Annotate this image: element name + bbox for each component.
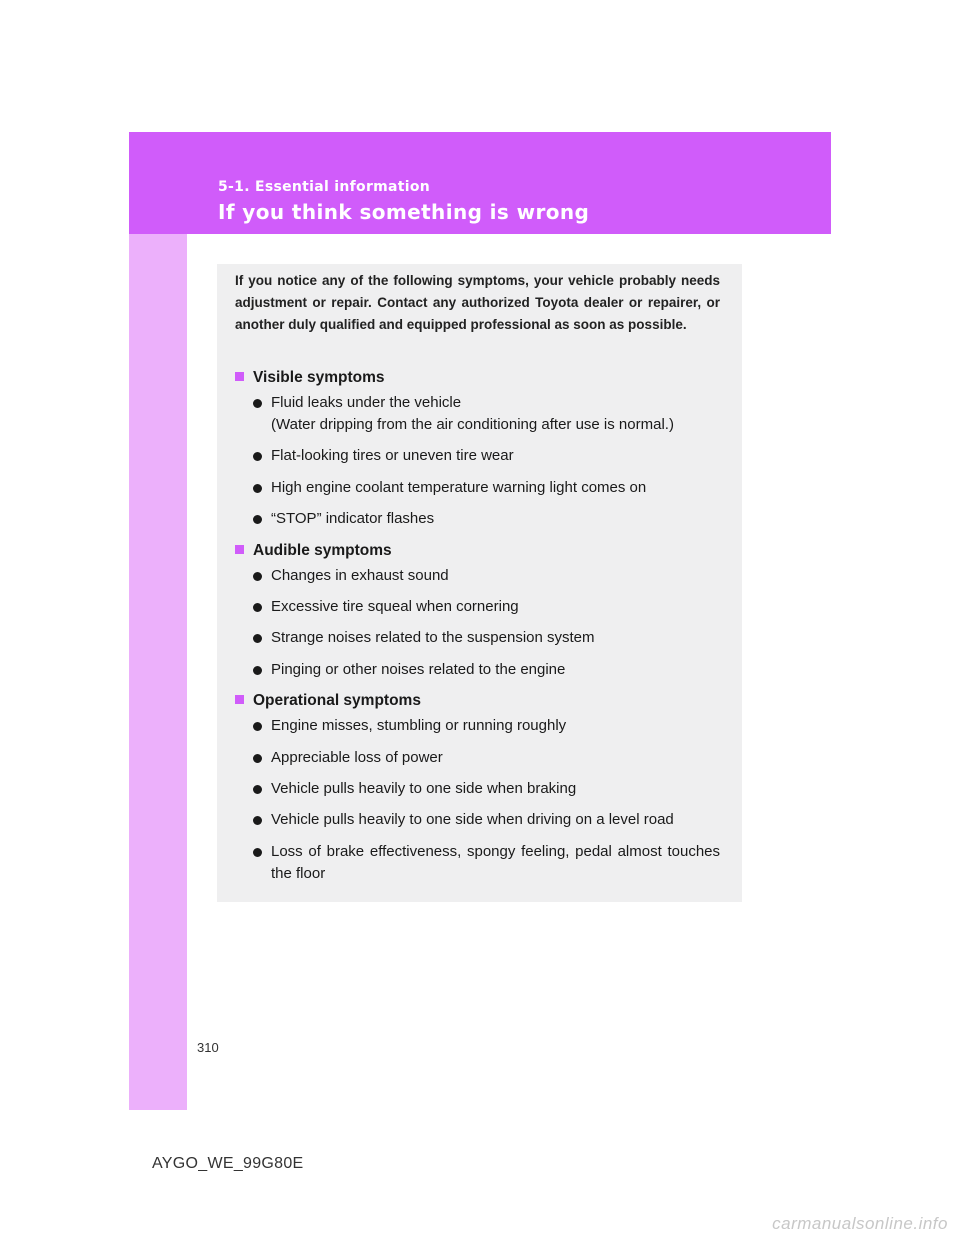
list-item [253,715,720,737]
dot-bullet-icon [253,816,262,825]
square-bullet-icon [235,545,244,554]
dot-bullet-icon [253,722,262,731]
list-item [253,565,720,587]
list-item-text: Changes in exhaust sound [271,567,449,584]
list-item [253,627,720,649]
square-bullet-icon [235,372,244,381]
dot-bullet-icon [253,603,262,612]
dot-bullet-icon [253,452,262,461]
dot-bullet-icon [253,484,262,493]
list-item-text: Vehicle pulls heavily to one side when braking [271,780,577,797]
dot-bullet-icon [253,666,262,675]
list-item-text: High engine coolant temperature warning light comes on [271,479,647,496]
list-item [253,477,720,499]
list-item [253,508,720,530]
group-heading-label: Audible symptoms [253,542,392,559]
group-heading-audible [235,540,392,562]
list-item [253,392,720,436]
group-heading-operational [235,690,421,712]
list-item-text: “STOP” indicator flashes [271,510,435,527]
list-item [253,809,720,831]
group-heading-label: Visible symptoms [253,369,385,386]
list-item-text: Fluid leaks under the vehicle (Water dripping from the air conditioning after use is normal.) [271,394,674,433]
list-item [253,596,720,618]
list-item-text: Appreciable loss of power [271,749,443,766]
list-item-text: Flat-looking tires or uneven tire wear [271,447,514,464]
list-item-text: Vehicle pulls heavily to one side when driving on a level road [271,811,674,828]
list-item-text: Loss of brake effectiveness, spongy feeling, pedal almost touches the floor [271,843,720,882]
dot-bullet-icon [253,572,262,581]
list-item [253,778,720,800]
dot-bullet-icon [253,515,262,524]
dot-bullet-icon [253,399,262,408]
dot-bullet-icon [253,634,262,643]
dot-bullet-icon [253,848,262,857]
list-item-text: Excessive tire squeal when cornering [271,598,519,615]
list-item [253,747,720,769]
list-item-text: Pinging or other noises related to the engine [271,661,566,678]
page-title: If you think something is wrong [218,200,590,224]
document-code: AYGO_WE_99G80E [152,1155,304,1172]
list-item-text: Strange noises related to the suspension system [271,629,595,646]
intro-paragraph: If you notice any of the following symptoms, your vehicle probably needs adjustment or repair. Contact any authorized Toyota dealer or repairer, or another duly qualified and equipped professional as soon as possible. [235,273,720,332]
group-heading-visible [235,367,385,389]
page-number: 310 [197,1040,219,1055]
list-item [253,445,720,467]
list-item [253,841,720,885]
list-item [253,659,720,681]
side-tab-band [129,234,187,1110]
square-bullet-icon [235,695,244,704]
dot-bullet-icon [253,754,262,763]
section-label: 5-1. Essential information [218,179,431,195]
watermark: carmanualsonline.info [772,1214,948,1233]
list-item-text: Engine misses, stumbling or running roughly [271,717,567,734]
dot-bullet-icon [253,785,262,794]
group-heading-label: Operational symptoms [253,692,421,709]
